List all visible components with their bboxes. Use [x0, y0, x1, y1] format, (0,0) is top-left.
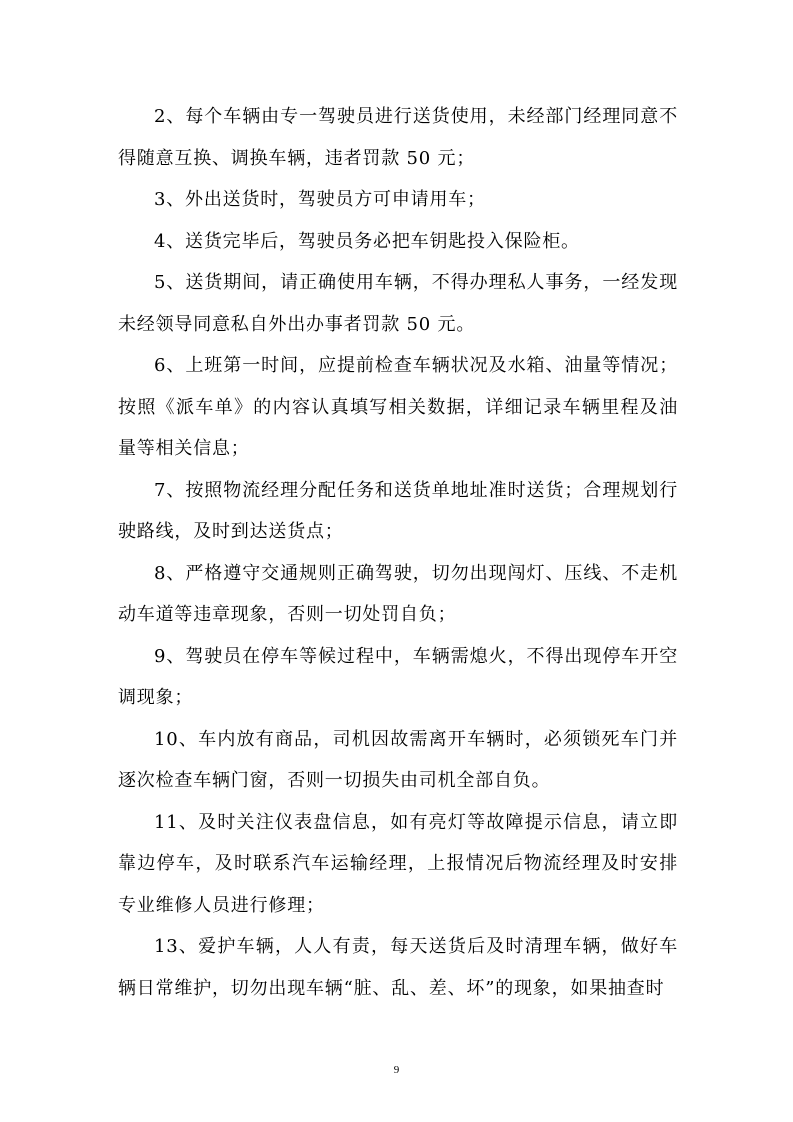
paragraph-rule-7: 7、按照物流经理分配任务和送货单地址准时送货；合理规划行驶路线，及时到达送货点；: [118, 479, 678, 542]
paragraph-rule-10: 10、车内放有商品，司机因故需离开车辆时，必须锁死车门并逐次检查车辆门窗，否则一切损失由司机全部自负。: [118, 728, 678, 791]
paragraph-rule-8: 8、严格遵守交通规则正确驾驶，切勿出现闯灯、压线、不走机动车道等违章现象，否则一切处罚自负；: [118, 562, 678, 625]
paragraph-rule-9: 9、驾驶员在停车等候过程中，车辆需熄火，不得出现停车开空调现象；: [118, 645, 678, 708]
paragraph-rule-6: 6、上班第一时间，应提前检查车辆状况及水箱、油量等情况；按照《派车单》的内容认真填写相关数据，详细记录车辆里程及油量等相关信息；: [118, 355, 678, 459]
paragraph-rule-13: 13、爱护车辆，人人有责，每天送货后及时清理车辆，做好车辆日常维护，切勿出现车辆“脏、乱、差、坏”的现象，如果抽查时: [118, 936, 678, 999]
paragraph-rule-4: 4、送货完毕后，驾驶员务必把车钥匙投入保险柜。: [154, 230, 580, 252]
document-body: [118, 96, 678, 1009]
paragraph-rule-3: 3、外出送货时，驾驶员方可申请用车；: [154, 189, 486, 210]
paragraph-rule-2: 2、每个车辆由专一驾驶员进行送货使用，未经部门经理同意不得随意互换、调换车辆，违者罚款 50 元；: [118, 106, 678, 169]
paragraph-rule-5: 5、送货期间，请正确使用车辆，不得办理私人事务，一经发现未经领导同意私自外出办事者罚款 50 元。: [118, 272, 678, 335]
page-number: 9: [393, 1064, 400, 1076]
paragraph-rule-11: 11、及时关注仪表盘信息，如有亮灯等故障提示信息，请立即靠边停车，及时联系汽车运输经理，上报情况后物流经理及时安排专业维修人员进行修理；: [118, 811, 678, 916]
